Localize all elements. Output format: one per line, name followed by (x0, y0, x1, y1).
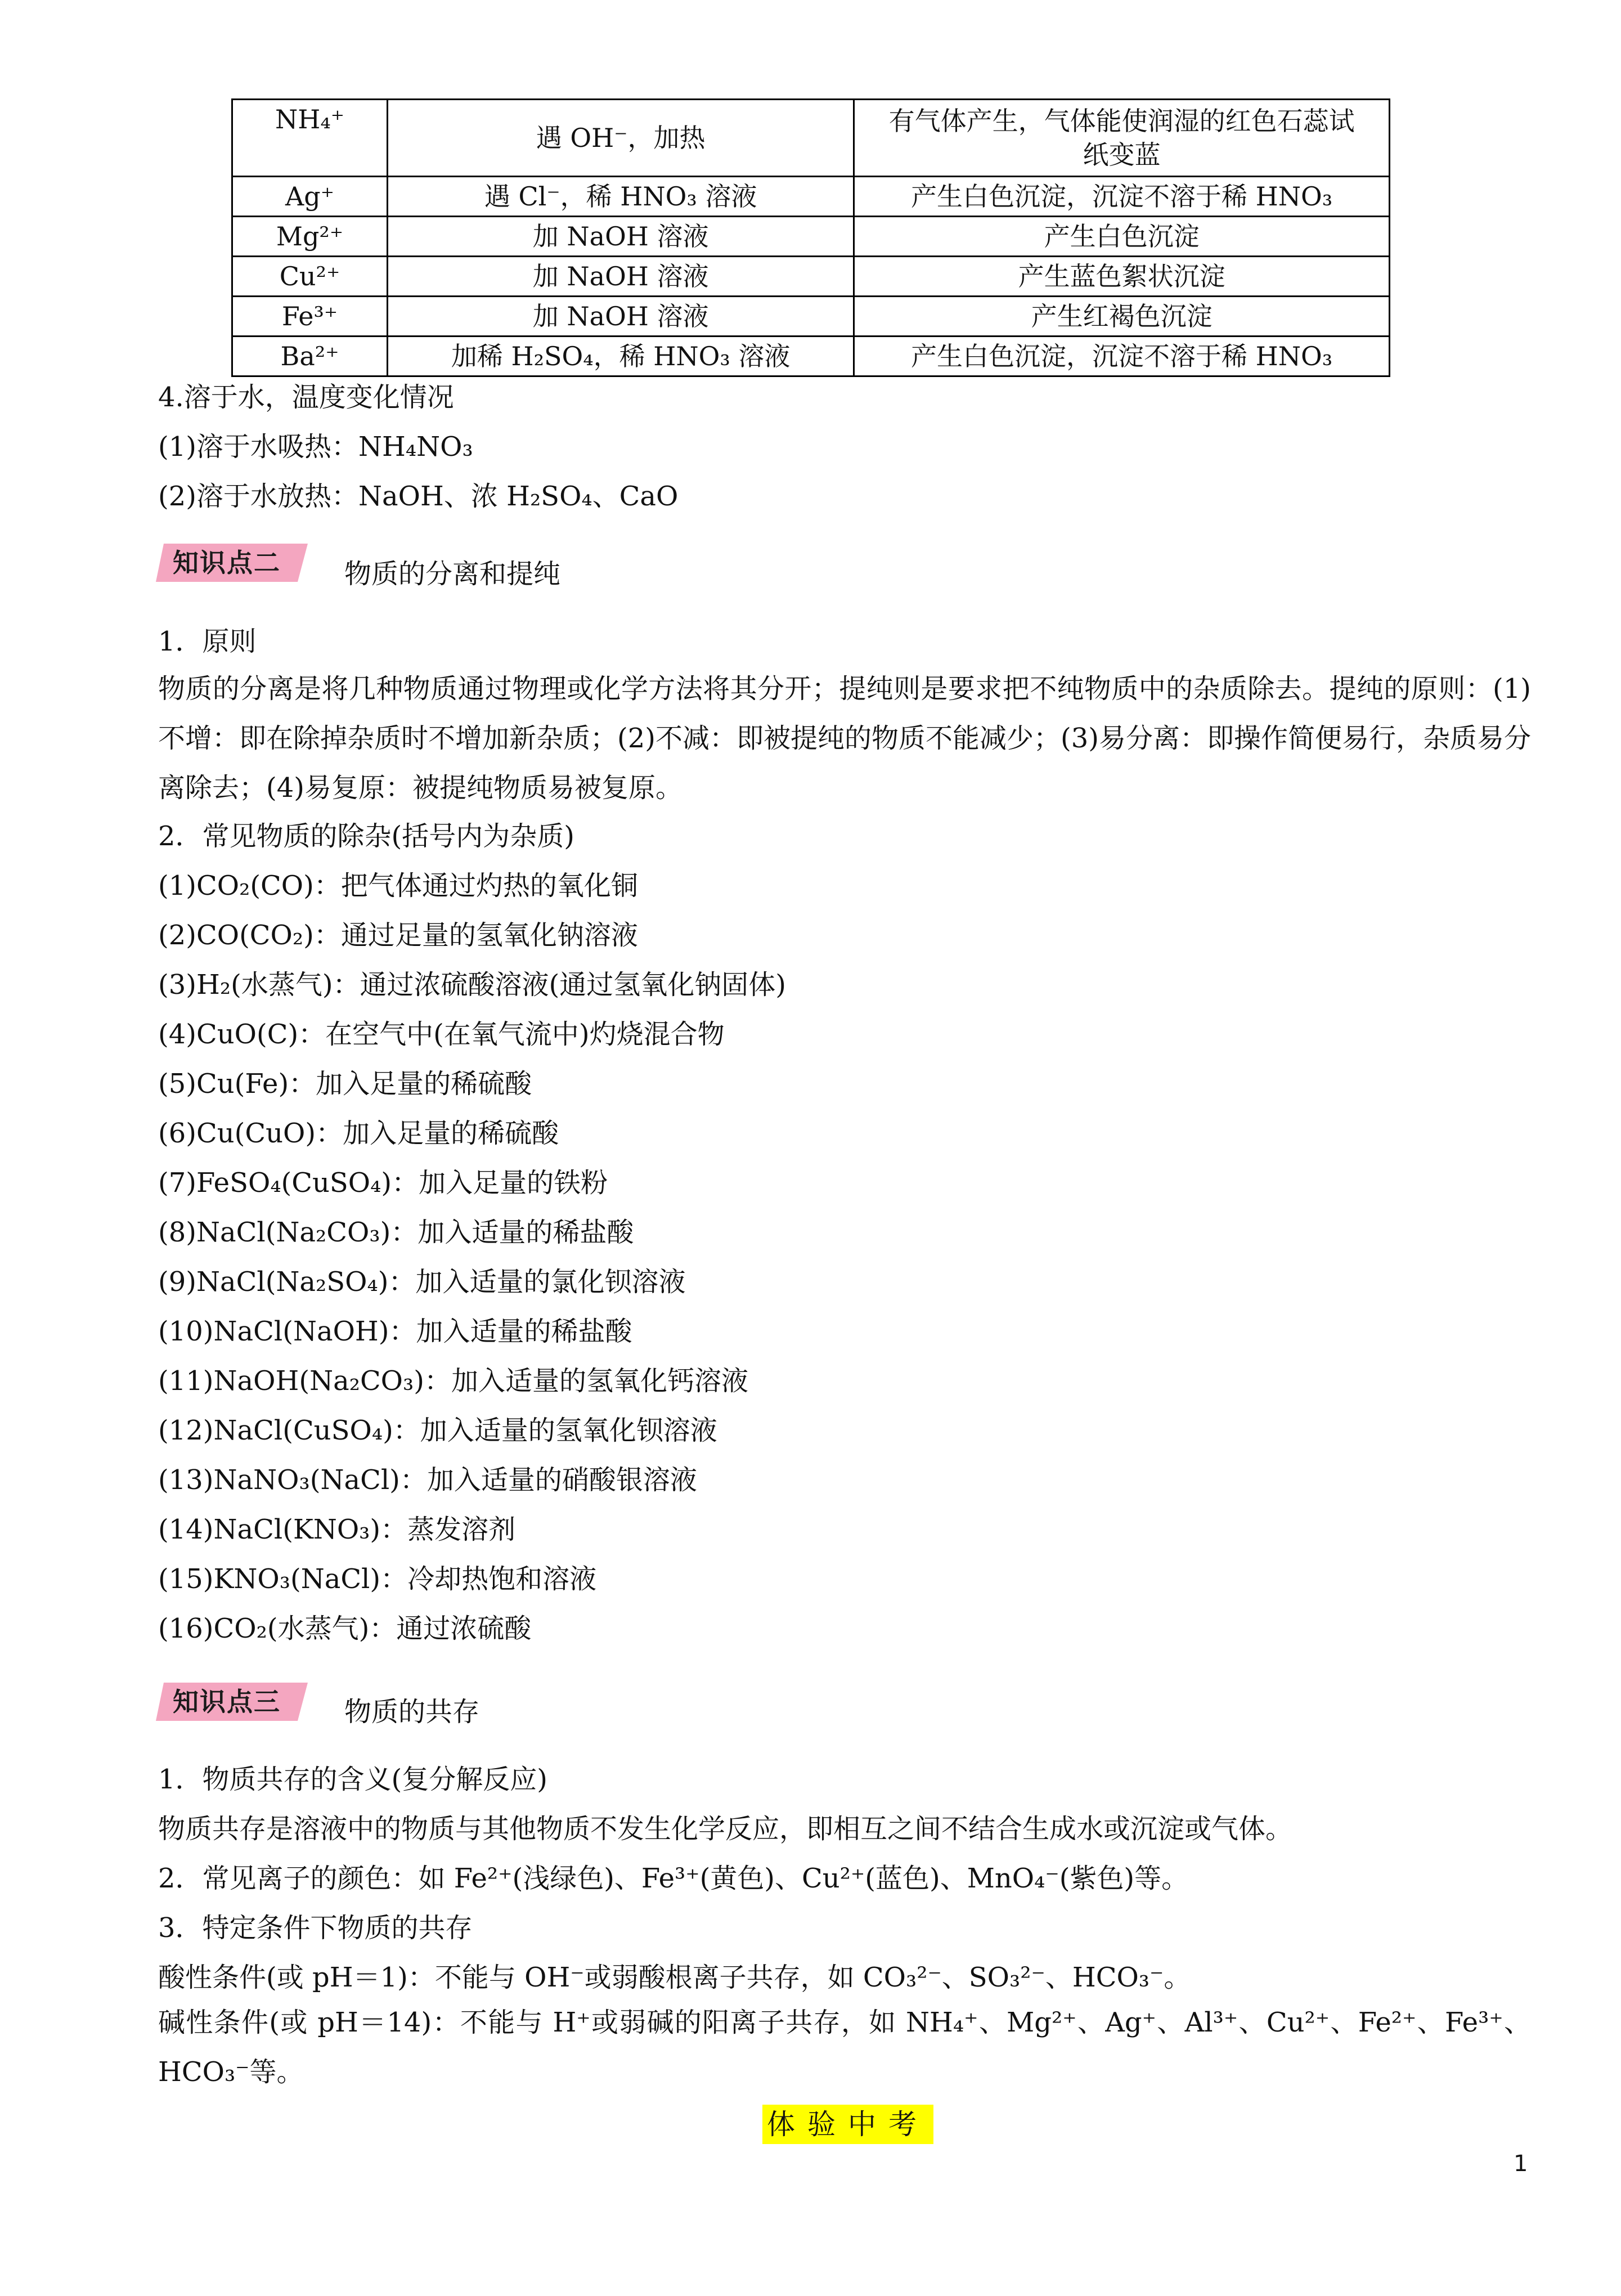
ion-cell: Fe³⁺ (232, 297, 388, 337)
purification-item: (14)NaCl(KNO₃)：蒸发溶剂 (158, 1514, 516, 1545)
table-row (232, 177, 1390, 217)
purification-item: (2)CO(CO₂)：通过足量的氢氧化钠溶液 (158, 920, 638, 951)
section3-paragraph: 物质共存是溶液中的物质与其他物质不发生化学反应，即相互之间不结合生成水或沉淀或气体。 (158, 1813, 1293, 1845)
purification-item: (8)NaCl(Na₂CO₃)：加入适量的稀盐酸 (158, 1217, 634, 1248)
reagent-cell: 遇 Cl⁻，稀 HNO₃ 溶液 (388, 177, 854, 217)
purification-item: (9)NaCl(Na₂SO₄)：加入适量的氯化钡溶液 (158, 1266, 686, 1298)
phenomenon-cell: 产生白色沉淀，沉淀不溶于稀 HNO₃ (854, 177, 1390, 217)
phenomenon-cell: 有气体产生，气体能使润湿的红色石蕊试纸变蓝 (854, 100, 1390, 177)
reagent-cell: 加 NaOH 溶液 (388, 217, 854, 257)
section2-heading-1: 1．原则 (158, 626, 257, 657)
section2-heading-2: 2．常见物质的除杂(括号内为杂质) (158, 820, 574, 852)
purification-item: (11)NaOH(Na₂CO₃)：加入适量的氢氧化钙溶液 (158, 1365, 748, 1397)
purification-item: (13)NaNO₃(NaCl)：加入适量的硝酸银溶液 (158, 1464, 697, 1496)
base-condition: 碱性条件(或 pH＝14)：不能与 H⁺或弱碱的阳离子共存，如 NH₄⁺、Mg²⁺、Ag⁺、Al³⁺、Cu²⁺、Fe²⁺、Fe³⁺、HCO₃⁻等。 (158, 2007, 1531, 2088)
section3-title: 物质的共存 (344, 1696, 480, 1728)
table-row (232, 257, 1390, 297)
section3-badge-label: 知识点三 (173, 1687, 281, 1717)
part4-heading: 4.溶于水，温度变化情况 (158, 382, 454, 413)
phenomenon-cell: 产生白色沉淀，沉淀不溶于稀 HNO₃ (854, 337, 1390, 376)
section3-heading-3: 3．特定条件下物质的共存 (158, 1912, 473, 1944)
section3-badge (156, 1683, 308, 1721)
ion-cell: NH₄⁺ (232, 100, 388, 177)
table-row (232, 297, 1390, 337)
purification-item: (16)CO₂(水蒸气)：通过浓硫酸 (158, 1613, 532, 1644)
section2-badge (156, 544, 308, 582)
purification-item: (10)NaCl(NaOH)：加入适量的稀盐酸 (158, 1316, 632, 1347)
ion-cell: Cu²⁺ (232, 257, 388, 297)
purification-item: (6)Cu(CuO)：加入足量的稀硫酸 (158, 1118, 559, 1149)
phenomenon-cell: 产生红褐色沉淀 (854, 297, 1390, 337)
table-row (232, 217, 1390, 257)
phenomenon-cell: 产生白色沉淀 (854, 217, 1390, 257)
reagent-cell: 加 NaOH 溶液 (388, 297, 854, 337)
section2-title: 物质的分离和提纯 (344, 558, 561, 590)
reagent-cell: 加 NaOH 溶液 (388, 257, 854, 297)
purification-item: (5)Cu(Fe)：加入足量的稀硫酸 (158, 1068, 532, 1100)
ion-cell: Ba²⁺ (232, 337, 388, 376)
section3-heading-2: 2．常见离子的颜色：如 Fe²⁺(浅绿色)、Fe³⁺(黄色)、Cu²⁺(蓝色)、MnO₄⁻(紫色)等。 (158, 1863, 1189, 1894)
phenomenon-cell: 产生蓝色絮状沉淀 (854, 257, 1390, 297)
section2-paragraph: 物质的分离是将几种物质通过物理或化学方法将其分开；提纯则是要求把不纯物质中的杂质除去。提纯的原则：(1)不增：即在除掉杂质时不增加新杂质；(2)不减：即被提纯的物质不能减少；(3)易分离：即操作简便易行，杂质易分离除去；(4)易复原：被提纯物质易被复原。 (158, 673, 1531, 804)
page-number: 1 (1514, 2151, 1528, 2177)
purification-item: (7)FeSO₄(CuSO₄)：加入足量的铁粉 (158, 1167, 608, 1199)
part4-item: (1)溶于水吸热：NH₄NO₃ (158, 431, 473, 463)
table-row (232, 337, 1390, 376)
ion-cell: Ag⁺ (232, 177, 388, 217)
reagent-cell: 遇 OH⁻，加热 (388, 100, 854, 177)
purification-item: (15)KNO₃(NaCl)：冷却热饱和溶液 (158, 1563, 597, 1595)
ion-test-table (231, 98, 1390, 377)
section3-heading-1: 1．物质共存的含义(复分解反应) (158, 1764, 547, 1795)
purification-item: (1)CO₂(CO)：把气体通过灼热的氧化铜 (158, 870, 638, 902)
purification-item: (12)NaCl(CuSO₄)：加入适量的氢氧化钡溶液 (158, 1415, 717, 1446)
part4-item: (2)溶于水放热：NaOH、浓 H₂SO₄、CaO (158, 481, 679, 512)
reagent-cell: 加稀 H₂SO₄，稀 HNO₃ 溶液 (388, 337, 854, 376)
section2-badge-label: 知识点二 (173, 548, 281, 578)
acid-condition: 酸性条件(或 pH＝1)：不能与 OH⁻或弱酸根离子共存，如 CO₃²⁻、SO₃²⁻、HCO₃⁻。 (158, 1962, 1191, 1993)
ion-cell: Mg²⁺ (232, 217, 388, 257)
exam-section-title: 体验中考 (762, 2105, 933, 2144)
purification-item: (4)CuO(C)：在空气中(在氧气流中)灼烧混合物 (158, 1019, 725, 1050)
table-row (232, 100, 1390, 177)
purification-item: (3)H₂(水蒸气)：通过浓硫酸溶液(通过氢氧化钠固体) (158, 969, 787, 1001)
